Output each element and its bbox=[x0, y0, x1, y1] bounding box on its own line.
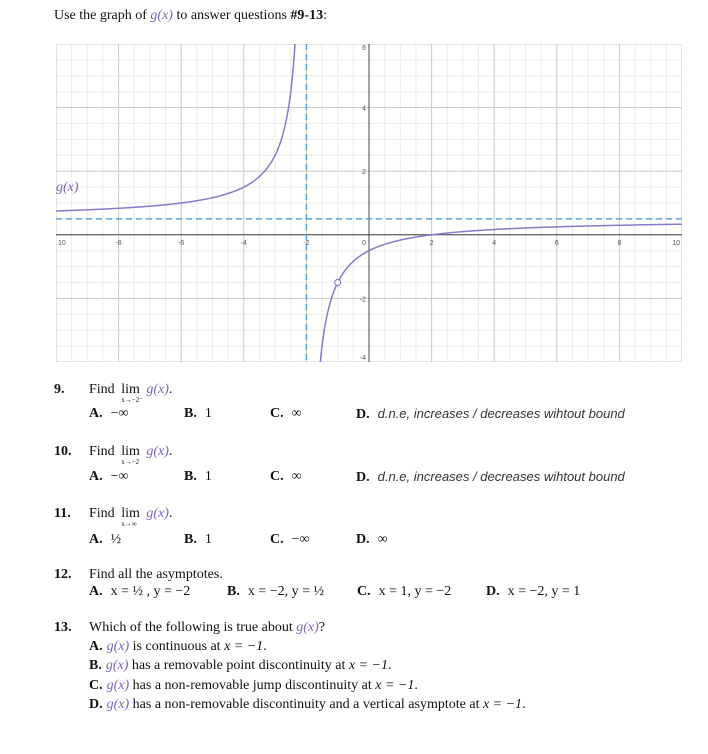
limit-subscript: x→−2 bbox=[121, 458, 140, 466]
instructions-prefix: Use the graph of bbox=[54, 8, 151, 23]
option-end: . bbox=[263, 639, 267, 654]
option-letter: C. bbox=[357, 584, 371, 599]
limit-operator bbox=[121, 382, 143, 404]
option-d[interactable] bbox=[356, 532, 388, 548]
x-tick-label: 4 bbox=[492, 239, 497, 247]
stem-suffix: . bbox=[168, 506, 173, 521]
instructions bbox=[54, 8, 327, 24]
option-point: x = −1 bbox=[224, 639, 264, 654]
option-c[interactable] bbox=[270, 532, 310, 548]
function-graph bbox=[56, 44, 682, 362]
option-letter: B. bbox=[184, 406, 197, 421]
option-text: 1 bbox=[204, 532, 212, 547]
x-tick-label: 8 bbox=[617, 239, 622, 247]
question-number: 10. bbox=[54, 444, 72, 459]
stem-suffix: . bbox=[168, 382, 173, 397]
option-point: x = −1 bbox=[375, 678, 415, 693]
stem-prefix: Find bbox=[89, 382, 119, 397]
option-letter: D. bbox=[356, 407, 370, 422]
question-number: 13. bbox=[54, 620, 72, 635]
option-text: −∞ bbox=[291, 532, 310, 547]
option-b[interactable] bbox=[184, 532, 212, 548]
option-c[interactable] bbox=[357, 584, 451, 600]
option-c[interactable] bbox=[89, 678, 418, 694]
y-tick-label: -4 bbox=[359, 355, 366, 362]
option-letter: C. bbox=[270, 406, 284, 421]
option-letter: D. bbox=[486, 584, 500, 599]
option-c[interactable] bbox=[270, 406, 302, 422]
x-tick-label: -2 bbox=[303, 239, 310, 247]
question-stem bbox=[89, 382, 173, 404]
option-end: . bbox=[387, 658, 392, 673]
x-tick-label: 10 bbox=[58, 239, 66, 247]
option-letter: C. bbox=[270, 532, 284, 547]
stem-suffix: . bbox=[168, 444, 173, 459]
option-text: has a non-removable discontinuity and a vertical asymptote at bbox=[129, 697, 483, 712]
option-letter: D. bbox=[89, 697, 103, 712]
option-a[interactable] bbox=[89, 584, 190, 600]
instructions-range: #9-13 bbox=[290, 8, 324, 23]
option-text: ∞ bbox=[377, 532, 388, 547]
option-letter: C. bbox=[89, 678, 103, 693]
y-tick-label: 2 bbox=[362, 169, 366, 177]
option-letter: D. bbox=[356, 470, 370, 485]
option-function: g(x) bbox=[106, 678, 130, 693]
stem-prefix: Find bbox=[89, 506, 119, 521]
question-stem: Find all the asymptotes. bbox=[89, 567, 223, 582]
open-circle-hole bbox=[335, 280, 341, 286]
limit-word: lim bbox=[121, 444, 140, 459]
function-label: g(x) bbox=[56, 180, 79, 195]
limit-word: lim bbox=[121, 506, 140, 521]
option-letter: B. bbox=[184, 532, 197, 547]
instructions-function: g(x) bbox=[150, 8, 173, 23]
question-stem bbox=[89, 506, 173, 528]
option-text: −∞ bbox=[110, 406, 129, 421]
option-text: −∞ bbox=[110, 469, 129, 484]
option-text: x = −2, y = 1 bbox=[507, 584, 581, 599]
limit-operator bbox=[121, 506, 140, 528]
option-letter: B. bbox=[184, 469, 197, 484]
option-d[interactable] bbox=[356, 406, 625, 423]
option-b[interactable] bbox=[89, 658, 391, 674]
limit-word: lim bbox=[121, 382, 140, 397]
x-tick-label: -6 bbox=[178, 239, 185, 247]
option-letter: D. bbox=[356, 532, 370, 547]
x-tick-label: -4 bbox=[240, 239, 247, 247]
option-letter: B. bbox=[89, 658, 102, 673]
option-d[interactable] bbox=[486, 584, 580, 600]
option-end: . bbox=[522, 697, 526, 712]
option-text: x = 1, y = −2 bbox=[378, 584, 452, 599]
option-d[interactable] bbox=[356, 469, 625, 486]
option-text: ½ bbox=[110, 532, 122, 547]
option-b[interactable] bbox=[227, 584, 324, 600]
stem-function: g(x) bbox=[146, 506, 169, 521]
limit-subscript: x→∞ bbox=[121, 520, 137, 528]
option-letter: A. bbox=[89, 532, 103, 547]
question-number: 12. bbox=[54, 567, 72, 582]
option-b[interactable] bbox=[184, 406, 212, 422]
x-tick-label: 2 bbox=[429, 239, 434, 247]
option-point: x = −1 bbox=[482, 697, 523, 712]
stem-function: g(x) bbox=[296, 620, 319, 635]
question-number: 9. bbox=[54, 382, 65, 397]
question-number: 11. bbox=[54, 506, 71, 521]
limit-subscript: x→−2⁻ bbox=[121, 396, 143, 404]
option-text: has a removable point discontinuity at bbox=[128, 658, 349, 673]
x-tick-label: 0 bbox=[362, 239, 366, 247]
question-stem bbox=[89, 620, 325, 636]
option-text: 1 bbox=[204, 469, 212, 484]
option-text: is continuous at bbox=[129, 639, 225, 654]
option-a[interactable] bbox=[89, 532, 121, 548]
option-c[interactable] bbox=[270, 469, 302, 485]
option-letter: A. bbox=[89, 584, 103, 599]
option-function: g(x) bbox=[106, 697, 130, 712]
option-d[interactable] bbox=[89, 697, 526, 713]
x-tick-label: 10 bbox=[672, 239, 680, 247]
y-tick-label: 6 bbox=[362, 45, 366, 52]
option-a[interactable] bbox=[89, 469, 129, 485]
option-letter: C. bbox=[270, 469, 284, 484]
option-letter: A. bbox=[89, 469, 103, 484]
instructions-suffix: : bbox=[323, 8, 327, 23]
stem-prefix: Find bbox=[89, 444, 119, 459]
option-function: g(x) bbox=[105, 658, 129, 673]
limit-operator bbox=[121, 444, 140, 466]
option-text: x = ½ , y = −2 bbox=[110, 584, 191, 599]
option-function: g(x) bbox=[106, 639, 130, 654]
option-letter: A. bbox=[89, 639, 103, 654]
option-text: d.n.e, increases / decreases wihtout bound bbox=[377, 406, 625, 421]
stem-function: g(x) bbox=[146, 444, 169, 459]
y-tick-label: 4 bbox=[362, 105, 366, 113]
y-tick-label: -2 bbox=[359, 296, 366, 304]
option-text: d.n.e, increases / decreases wihtout bound bbox=[377, 469, 625, 484]
option-a[interactable] bbox=[89, 406, 129, 422]
stem-prefix: Which of the following is true about bbox=[89, 620, 297, 635]
option-text: ∞ bbox=[291, 406, 302, 421]
x-tick-label: 6 bbox=[554, 239, 559, 247]
instructions-middle: to answer questions bbox=[172, 8, 291, 23]
option-a[interactable] bbox=[89, 639, 267, 655]
curve-left-branch bbox=[56, 44, 297, 211]
stem-function: g(x) bbox=[146, 382, 169, 397]
option-letter: A. bbox=[89, 406, 103, 421]
question-stem bbox=[89, 444, 173, 466]
option-end: . bbox=[414, 678, 418, 693]
option-text: 1 bbox=[204, 406, 212, 421]
option-b[interactable] bbox=[184, 469, 212, 485]
x-tick-label: -8 bbox=[115, 239, 122, 247]
option-point: x = −1 bbox=[348, 658, 388, 673]
option-text: ∞ bbox=[291, 469, 302, 484]
option-text: has a non-removable jump discontinuity at bbox=[129, 678, 376, 693]
stem-suffix: ? bbox=[318, 620, 325, 635]
option-text: x = −2, y = ½ bbox=[247, 584, 325, 599]
option-letter: B. bbox=[227, 584, 240, 599]
